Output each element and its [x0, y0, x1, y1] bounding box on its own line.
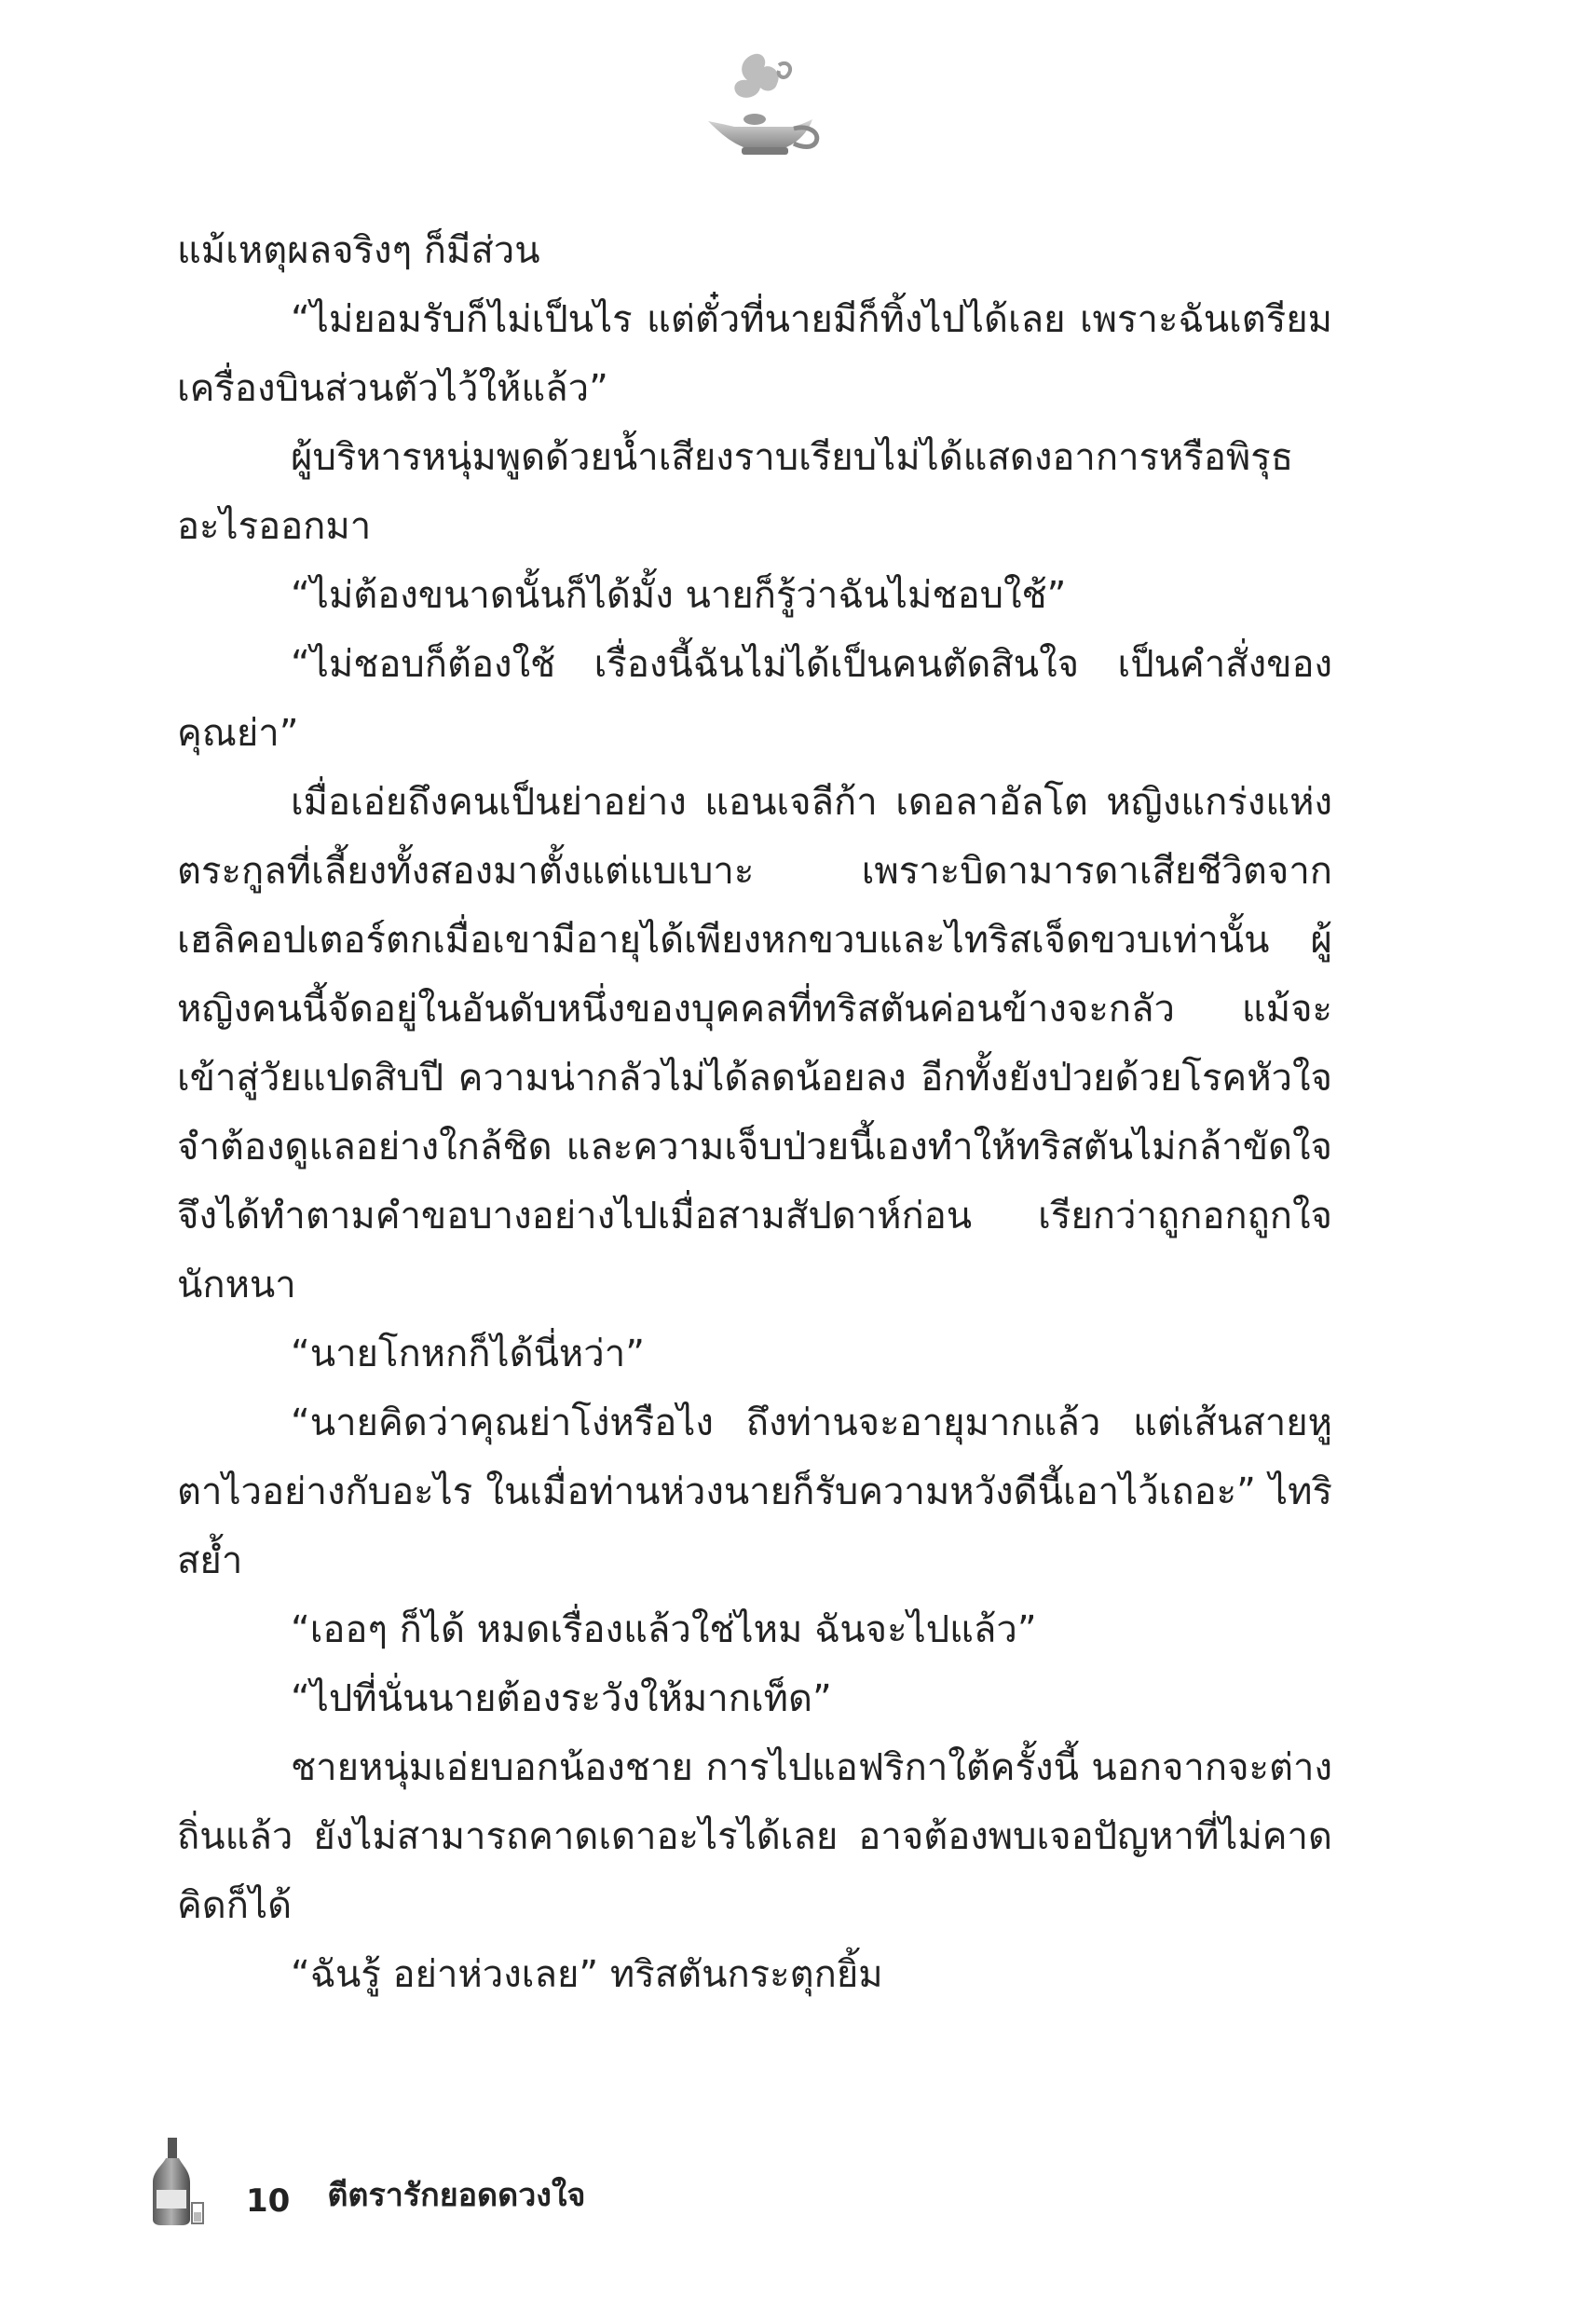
liquor-bottle-icon: [149, 2134, 205, 2227]
page-footer: [149, 2143, 585, 2227]
paragraph: ผู้บริหารหนุ่มพูดด้วยน้ำเสียงราบเรียบไม่ได้แสดงอาการหรือพิรุธอะไรออกมา: [177, 436, 1294, 548]
body-text: [177, 216, 1332, 2009]
paragraph: “นายคิดว่าคุณย่าโง่หรือไง ถึงท่านจะอายุมากแล้ว แต่เส้นสายหูตาไวอย่างกับอะไร ในเมื่อท่านห่วงนายก็รับความหวังดีนี้เอาไว้เถอะ” ไทริสย้ำ: [177, 1402, 1332, 1582]
paragraph: “นายโกหกก็ได้นี่หว่า”: [291, 1333, 645, 1375]
paragraph: “ฉันรู้ อย่าห่วงเลย” ทริสตันกระตุกยิ้ม: [291, 1953, 883, 1996]
book-title: ตีตรารักยอดดวงใจ: [327, 2177, 586, 2214]
page-number: 10: [246, 2182, 291, 2220]
paragraph: “ไม่ต้องขนาดนั้นก็ได้มั้ง นายก็รู้ว่าฉันไม่ชอบใช้”: [291, 574, 1067, 617]
paragraph: “ไม่ยอมรับก็ไม่เป็นไร แต่ตั๋วที่นายมีก็ทิ้งไปได้เลย เพราะฉันเตรียมเครื่องบินส่วนตัวไว้ให้แล้ว”: [177, 298, 1332, 410]
paragraph: ชายหนุ่มเอ่ยบอกน้องชาย การไปแอฟริกาใต้ครั้งนี้ นอกจากจะต่างถิ่นแล้ว ยังไม่สามารถคาดเดาอะไรได้เลย อาจต้องพบเจอปัญหาที่ไม่คาดคิดก็ได้: [177, 1746, 1332, 1927]
paragraph: เมื่อเอ่ยถึงคนเป็นย่าอย่าง แอนเจลีก้า เดอลาอัลโต หญิงแกร่งแห่งตระกูลที่เลี้ยงทั้งสองมาตั้งแต่แบเบาะ เพราะบิดามารดาเสียชีวิตจากเฮลิคอปเตอร์ตกเมื่อเขามีอายุได้เพียงหกขวบและไทริสเจ็ดขวบเท่านั้น ผู้หญิงคนนี้จัดอยู่ในอันดับหนึ่งของบุคคลที่ทริสตันค่อนข้างจะกลัว แม้จะเข้าสู่วัยแปดสิบปี ความน่ากลัวไม่ได้ลดน้อยลง อีกทั้งยังป่วยด้วยโรคหัวใจ จำต้องดูแลอย่างใกล้ชิด และความเจ็บป่วยนี้เองทำให้ทริสตันไม่กล้าขัดใจ จึงได้ทำตามคำขอบางอย่างไปเมื่อสามสัปดาห์ก่อน เรียกว่าถูกอกถูกใจนักหนา: [177, 781, 1332, 1306]
paragraph: แม้เหตุผลจริงๆ ก็มีส่วน: [177, 229, 540, 272]
paragraph: “ไปที่นั่นนายต้องระวังให้มากเท็ด”: [291, 1677, 832, 1720]
genie-lamp-icon: [689, 45, 829, 166]
paragraph: “ไม่ชอบก็ต้องใช้ เรื่องนี้ฉันไม่ได้เป็นคนตัดสินใจ เป็นคำสั่งของคุณย่า”: [177, 643, 1332, 755]
paragraph: “เออๆ ก็ได้ หมดเรื่องแล้วใช่ไหม ฉันจะไปแล้ว”: [291, 1608, 1037, 1651]
